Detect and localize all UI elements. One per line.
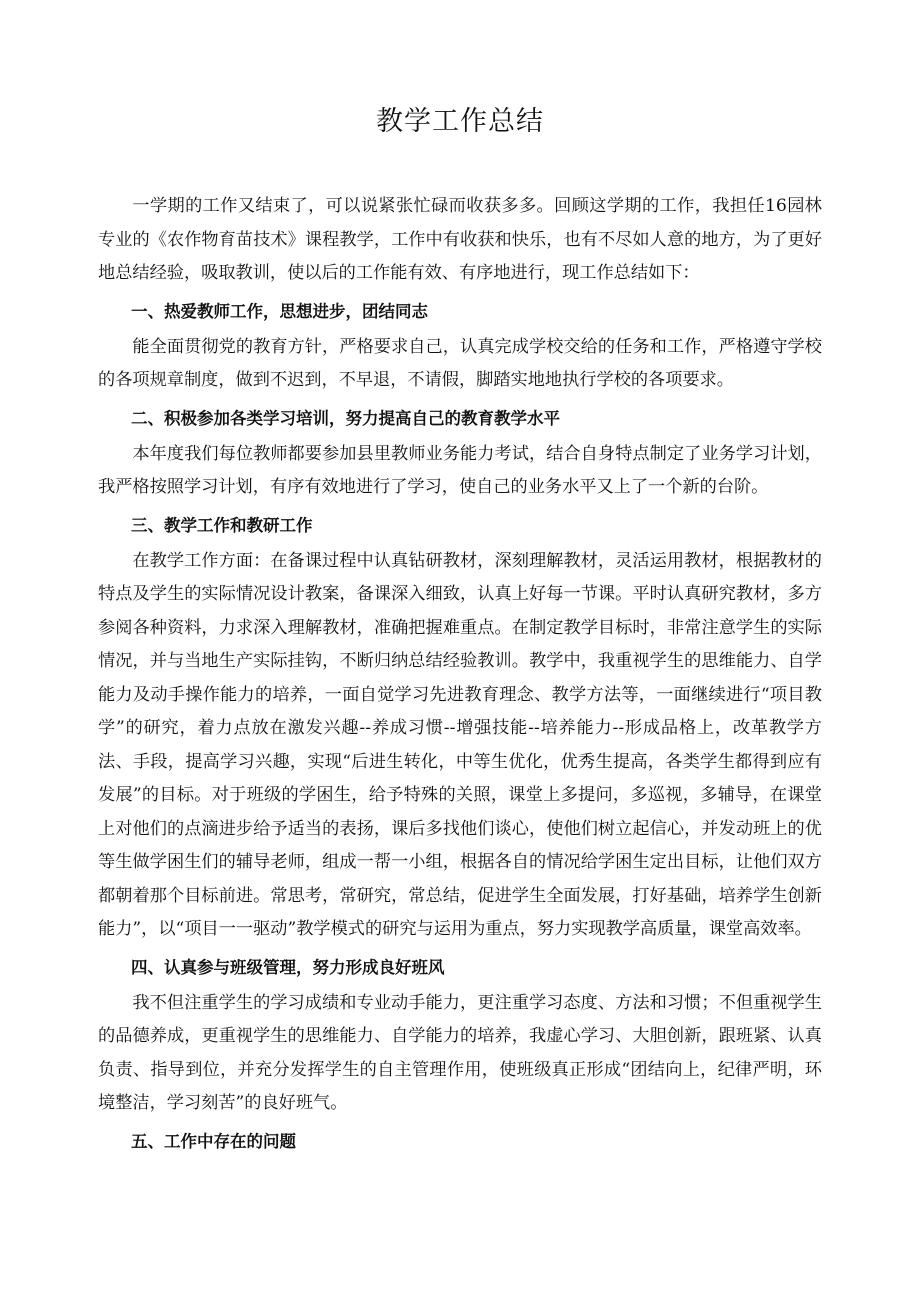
document-title: 教学工作总结 [376,106,544,137]
section-5-heading: 五、工作中存在的问题 [131,1131,296,1151]
section-1-heading: 一、热爱教师工作，思想进步，团结同志 [131,301,428,321]
intro-paragraph: 一学期的工作又结束了，可以说紧张忙碌而收获多多。回顾这学期的工作，我担任16园林专业的《农作物育苗技术》课程教学，工作中有收获和快乐，也有不尽如人意的地方，为了更好地总结经验，吸取教训，使以后的工作能有效、有序地进行，现工作总结如下： [98,196,822,283]
section-3-heading: 三、教学工作和教研工作 [131,515,313,535]
section-4-paragraph: 我不但注重学生的学习成绩和专业动手能力，更注重学习态度、方法和习惯；不但重视学生的品德养成，更重视学生的思维能力、自学能力的培养，我虚心学习、大胆创新，跟班紧、认真负责、指导到位，并充分发挥学生的自主管理作用，使班级真正形成“团结向上，纪律严明，环境整洁，学习刻苦”的良好班气。 [98,992,822,1113]
section-4-heading: 四、认真参与班级管理，努力形成良好班风 [131,957,445,977]
section-2-heading: 二、积极参加各类学习培训，努力提高自己的教育教学水平 [131,408,560,428]
section-2-paragraph: 本年度我们每位教师都要参加县里教师业务能力考试，结合自身特点制定了业务学习计划，我严格按照学习计划，有序有效地进行了学习，使自己的业务水平又上了一个新的台阶。 [98,443,822,497]
section-3-paragraph: 在教学工作方面：在备课过程中认真钻研教材，深刻理解教材，灵活运用教材，根据教材的特点及学生的实际情况设计教案，备课深入细致，认真上好每一节课。平时认真研究教材，多方参阅各种资料，力求深入理解教材，准确把握难重点。在制定教学目标时，非常注意学生的实际情况，并与当地生产实际挂钩，不断归纳总结经验教训。教学中，我重视学生的思维能力、自学能力及动手操作能力的培养，一面自觉学习先进教育理念、教学方法等，一面继续进行“项目教学”的研究，着力点放在激发兴趣--养成习惯--增强技能--培养能力--形成品格上，改革教学方法、手段，提高学习兴趣，实现“后进生转化，中等生优化，优秀生提高，各类学生都得到应有发展”的目标。对于班级的学困生，给予特殊的关照，课堂上多提问，多巡视，多辅导，在课堂上对他们的点滴进步给予适当的表扬，课后多找他们谈心，使他们树立起信心，并发动班上的优等生做学困生们的辅导老师，组成一帮一小组，根据各自的情况给学困生定出目标，让他们双方都朝着那个目标前进。常思考，常研究，常总结，促进学生全面发展，打好基础，培养学生创新能力”，以“项目一一驱动”教学模式的研究与运用为重点，努力实现教学高质量，课堂高效率。 [98,550,822,939]
section-1-paragraph: 能全面贯彻党的教育方针，严格要求自己，认真完成学校交给的任务和工作，严格遵守学校的各项规章制度，做到不迟到，不早退，不请假，脚踏实地地执行学校的各项要求。 [98,336,822,390]
